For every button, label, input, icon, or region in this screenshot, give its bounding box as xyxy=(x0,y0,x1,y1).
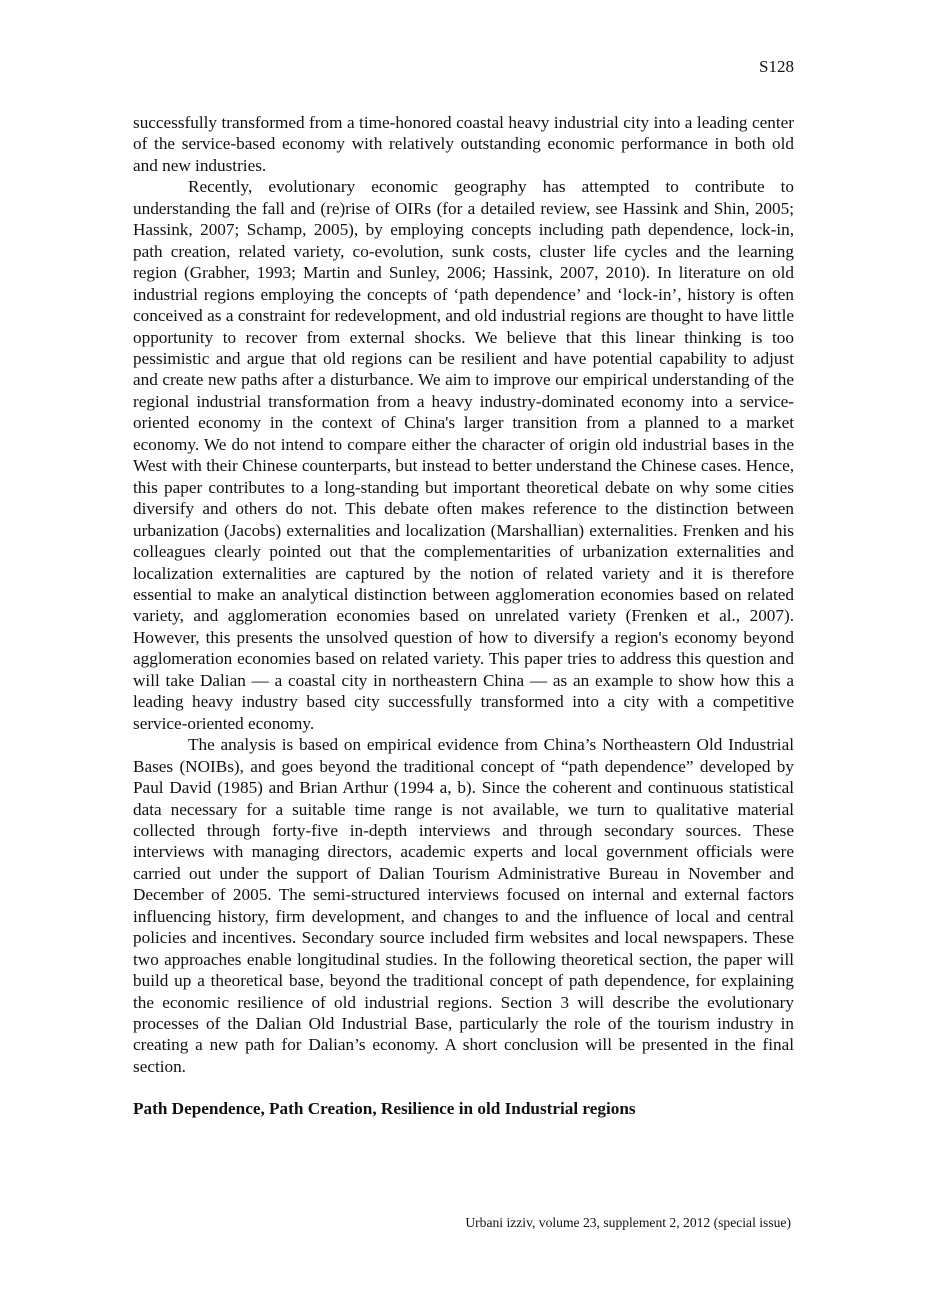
body-text xyxy=(133,112,794,1119)
paragraph-evolutionary-geography: Recently, evolutionary economic geography has attempted to contribute to understanding the fall and (re)rise of OIRs (for a detailed review, see Hassink and Shin, 2005; Hassink, 2007; Schamp, 2005), by employing concepts including path dependence, lock-in, path creation, related variety, co-evolution, sunk costs, cluster life cycles and the learning region (Grabher, 1993; Martin and Sunley, 2006; Hassink, 2007, 2010). In literature on old industrial regions employing the concepts of ‘path dependence’ and ‘lock-in’, history is often conceived as a constraint for redevelopment, and old industrial regions are thought to have little opportunity to recover from external shocks. We believe that this linear thinking is too pessimistic and argue that old regions can be resilient and have potential capability to adjust and create new paths after a disturbance. We aim to improve our empirical understanding of the regional industrial transformation from a heavy industry-dominated economy into a service-oriented economy in the context of China's larger transition from a planned to a market economy. We do not intend to compare either the character of origin old industrial bases in the West with their Chinese counterparts, but instead to better understand the Chinese cases. Hence, this paper contributes to a long-standing but important theoretical debate on why some cities diversify and others do not. This debate often makes reference to the distinction between urbanization (Jacobs) externalities and localization (Marshallian) externalities. Frenken and his colleagues clearly pointed out that the complementarities of urbanization externalities and localization externalities are captured by the notion of related variety and it is therefore essential to make an analytical distinction between agglomeration economies based on related variety, and agglomeration economies based on unrelated variety (Frenken et al., 2007). However, this presents the unsolved question of how to diversify a region's economy beyond agglomeration economies based on related variety. This paper tries to address this question and will take Dalian — a coastal city in northeastern China — as an example to show how this a leading heavy industry based city successfully transformed into a city with a competitive service-oriented economy. xyxy=(133,177,794,733)
journal-footer: Urbani izziv, volume 23, supplement 2, 2012 (special issue) xyxy=(465,1215,791,1230)
paragraph-analysis-method: The analysis is based on empirical evidence from China’s Northeastern Old Industrial Bases (NOIBs), and goes beyond the traditional concept of “path dependence” developed by Paul David (1985) and Brian Arthur (1994 a, b). Since the coherent and continuous statistical data necessary for a suitable time range is not available, we turn to qualitative material collected through forty-five in-depth interviews and through secondary sources. These interviews with managing directors, academic experts and local government officials were carried out under the support of Dalian Tourism Administrative Bureau in November and December of 2005. The semi-structured interviews focused on internal and external factors influencing history, firm development, and changes to and the influence of local and central policies and incentives. Secondary source included firm websites and local newspapers. These two approaches enable longitudinal studies. In the following theoretical section, the paper will build up a theoretical base, beyond the traditional concept of path dependence, for explaining the economic resilience of old industrial regions. Section 3 will describe the evolutionary processes of the Dalian Old Industrial Base, particularly the role of the tourism industry in creating a new path for Dalian’s economy. A short conclusion will be presented in the final section. xyxy=(133,735,794,1076)
paragraph-continuation: successfully transformed from a time-honored coastal heavy industrial city into a leading center of the service-based economy with relatively outstanding economic performance in both old and new industries. xyxy=(133,113,794,175)
page-number: S128 xyxy=(759,57,794,76)
section-heading: Path Dependence, Path Creation, Resilience in old Industrial regions xyxy=(133,1099,636,1119)
